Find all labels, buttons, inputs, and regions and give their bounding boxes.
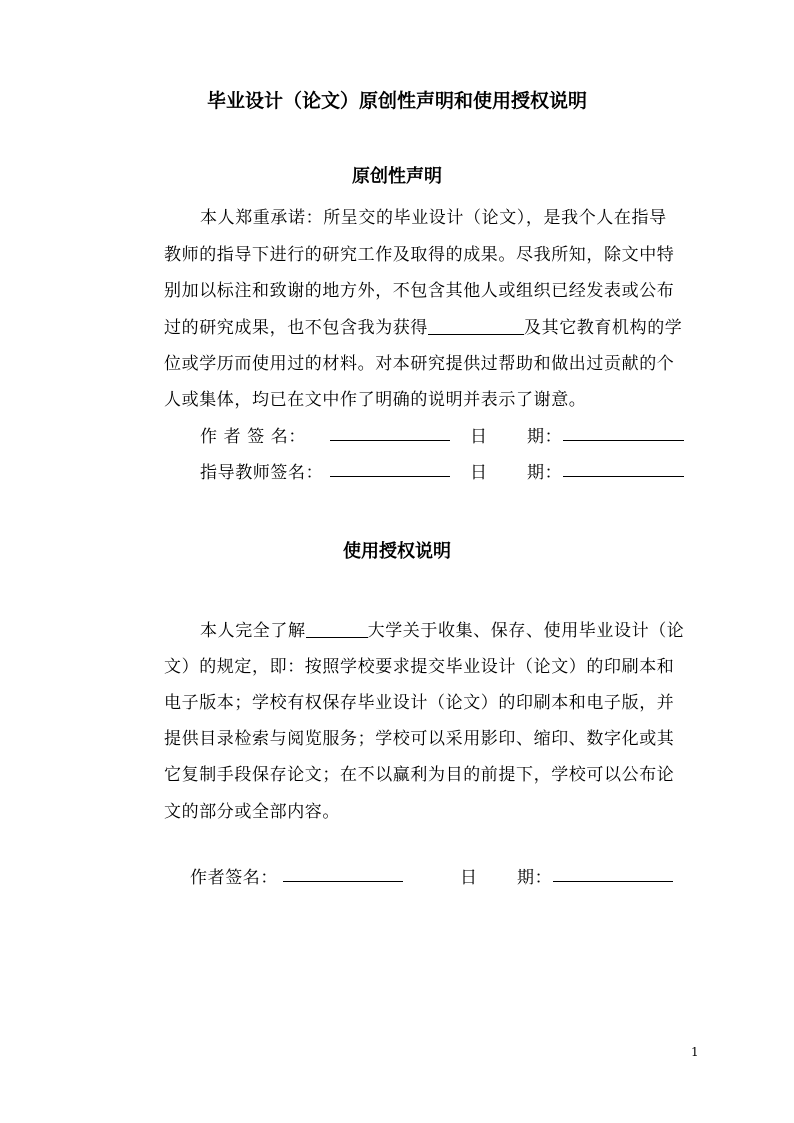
institution-blank[interactable]: [428, 318, 524, 335]
authorization-line-1-part-a: 本人完全了解: [200, 621, 306, 641]
originality-line-6: 人或集体，均已在文中作了明确的说明并表示了谢意。: [164, 390, 587, 410]
authorization-line-4: 提供目录检索与阅览服务；学校可以采用影印、缩印、数字化或其: [164, 729, 675, 749]
document-title: 毕业设计（论文）原创性声明和使用授权说明: [206, 90, 587, 112]
author-sign-line[interactable]: [330, 440, 450, 441]
advisor-date-label-day: 日: [470, 463, 488, 483]
page-number: 1: [691, 1045, 699, 1059]
auth-author-sign-line[interactable]: [283, 881, 403, 882]
authorization-line-5: 它复制手段保存论文；在不以赢利为目的前提下，学校可以公布论: [164, 765, 675, 785]
authorization-line-1: [200, 616, 684, 641]
advisor-date-line[interactable]: [563, 476, 684, 477]
advisor-sign-label: 指导教师签名：: [200, 463, 324, 483]
university-blank[interactable]: [306, 621, 368, 638]
authorization-line-3: 电子版本；学校有权保存毕业设计（论文）的印刷本和电子版，并: [164, 693, 675, 713]
authorization-line-6: 文的部分或全部内容。: [164, 802, 340, 822]
date-label-day: 日: [470, 427, 488, 447]
originality-line-5: 位或学历而使用过的材料。对本研究提供过帮助和做出过贡献的个: [164, 354, 675, 374]
authorization-line-2: 文）的规定，即：按照学校要求提交毕业设计（论文）的印刷本和: [164, 657, 675, 677]
originality-heading: 原创性声明: [352, 166, 442, 187]
advisor-sign-line[interactable]: [330, 476, 450, 477]
auth-date-line[interactable]: [553, 881, 673, 882]
originality-line-4-part-b: 及其它教育机构的学: [524, 318, 683, 338]
authorization-line-1-part-b: 大学关于收集、保存、使用毕业设计（论: [367, 621, 685, 641]
originality-line-4: [164, 313, 682, 338]
authorization-heading: 使用授权说明: [343, 541, 451, 562]
author-date-line[interactable]: [563, 440, 684, 441]
auth-author-sign-label: 作者签名：: [190, 868, 278, 888]
auth-date-label-day: 日: [460, 868, 478, 888]
originality-line-1: 本人郑重承诺：所呈交的毕业设计（论文），是我个人在指导: [200, 208, 667, 228]
auth-date-label-period: 期：: [517, 868, 553, 888]
originality-line-2: 教师的指导下进行的研究工作及取得的成果。尽我所知，除文中特: [164, 245, 675, 265]
author-sign-label: 作 者 签 名：: [200, 427, 307, 447]
advisor-date-label-period: 期：: [527, 463, 563, 483]
date-label-period: 期：: [527, 427, 563, 447]
originality-line-3: 别加以标注和致谢的地方外，不包含其他人或组织已经发表或公布: [164, 281, 675, 301]
originality-line-4-part-a: 过的研究成果，也不包含我为获得: [164, 318, 428, 338]
